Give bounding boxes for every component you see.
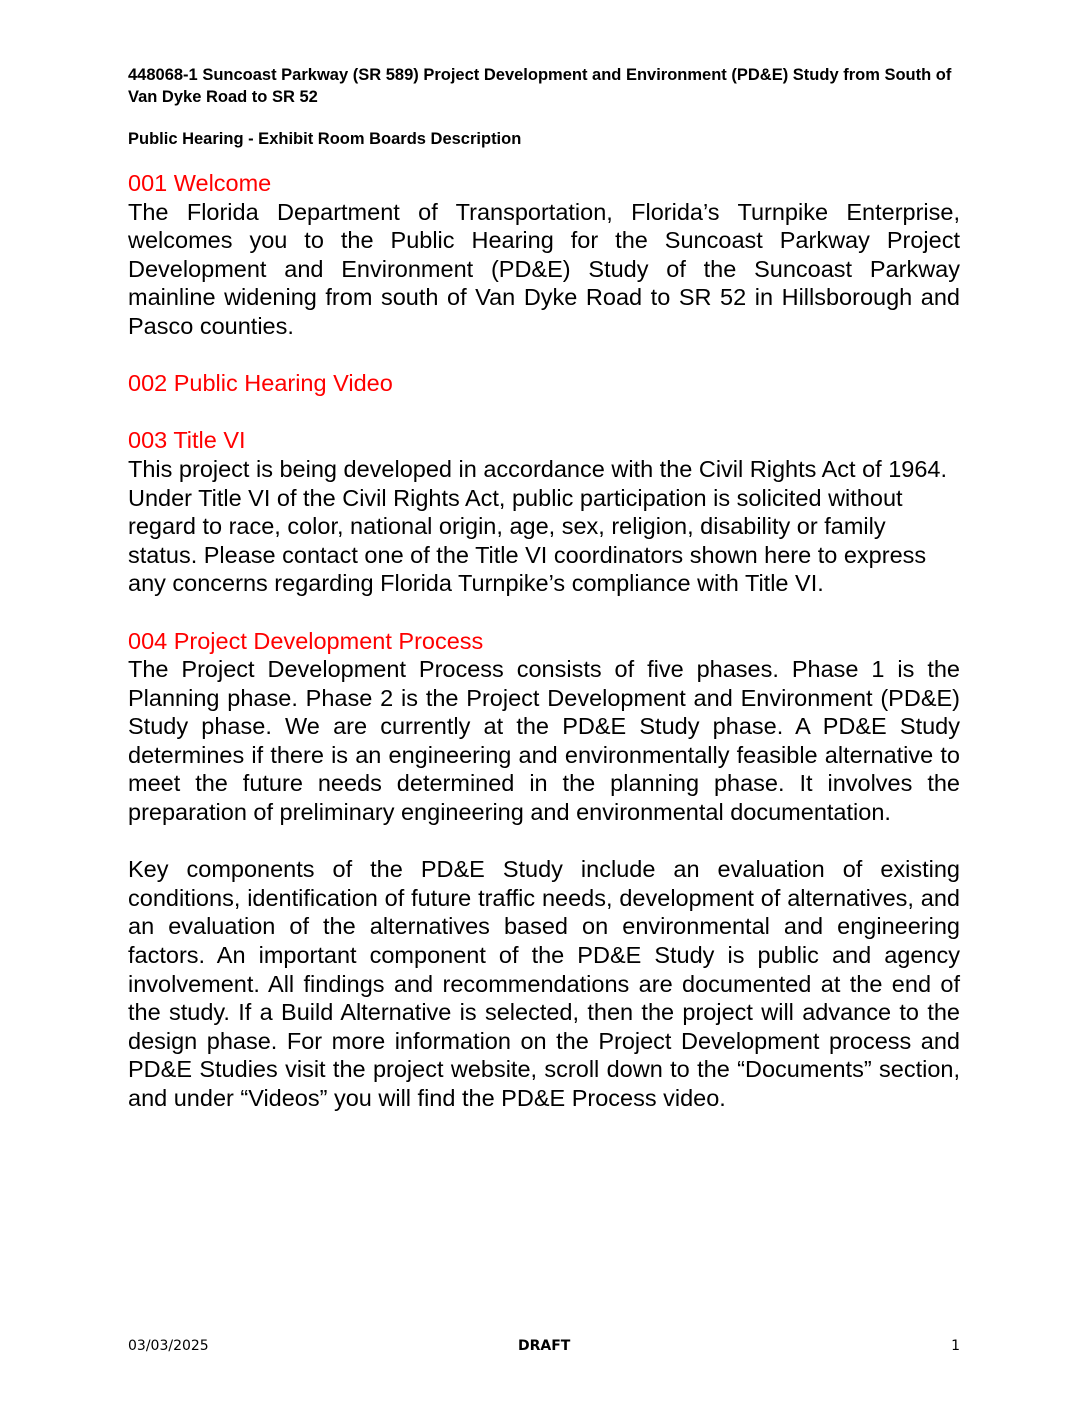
document-subtitle: Public Hearing - Exhibit Room Boards Description bbox=[128, 130, 522, 148]
section-project-development-process bbox=[128, 627, 960, 1113]
footer-draft-label: DRAFT bbox=[518, 1338, 571, 1354]
section-heading: 002 Public Hearing Video bbox=[128, 370, 393, 397]
section-public-hearing-video bbox=[128, 369, 960, 398]
page-footer bbox=[128, 1336, 960, 1356]
section-heading: 004 Project Development Process bbox=[128, 627, 484, 654]
footer-date: 03/03/2025 bbox=[128, 1338, 209, 1354]
section-heading: 003 Title VI bbox=[128, 427, 246, 454]
section-welcome bbox=[128, 169, 960, 341]
section-heading: 001 Welcome bbox=[128, 170, 272, 196]
document-title: 448068-1 Suncoast Parkway (SR 589) Project Development and Environment (PD&E) Study from South of Van Dyke Road to SR 52 bbox=[128, 66, 952, 106]
section-paragraph: Key components of the PD&E Study include an evaluation of existing conditions, identification of future traffic needs, development of alternatives, and an evaluation of the alternatives based on environmental and engineering factors. An important component of the PD&E Study is public and agency involvement. All findings and recommendations are documented at the end of the study. If a Build Alternative is selected, then the project will advance to the design phase. For more information on the Project Development process and PD&E Studies visit the project website, scroll down to the “Documents” section, and under “Videos” you will find the PD&E Process video. bbox=[128, 856, 960, 1111]
section-paragraph: This project is being developed in accordance with the Civil Rights Act of 1964. Under Title VI of the Civil Rights Act, public participation is solicited without regard to race, color, national origin, age, sex, religion, disability or family status. Please contact one of the Title VI coordinators shown here to express any concerns regarding Florida Turnpike’s compliance with Title VI. bbox=[128, 455, 948, 597]
section-title-vi bbox=[128, 426, 960, 598]
document-page bbox=[128, 64, 960, 1113]
section-paragraph: The Florida Department of Transportation, Florida’s Turnpike Enterprise, welcomes you to the Public Hearing for the Suncoast Parkway Project Development and Environment (PD&E) Study of the Suncoast Parkway mainline widening from south of Van Dyke Road to SR 52 in Hillsborough and Pasco counties. bbox=[128, 198, 960, 339]
footer-page-number: 1 bbox=[951, 1338, 960, 1354]
section-paragraph: The Project Development Process consists of five phases. Phase 1 is the Planning phase. Phase 2 is the Project Development and Environment (PD&E) Study phase. We are currently at the PD&E Study phase. A PD&E Study determines if there is an engineering and environmentally feasible alternative to meet the future needs determined in the planning phase. It involves the preparation of preliminary engineering and environmental documentation. bbox=[128, 656, 960, 826]
